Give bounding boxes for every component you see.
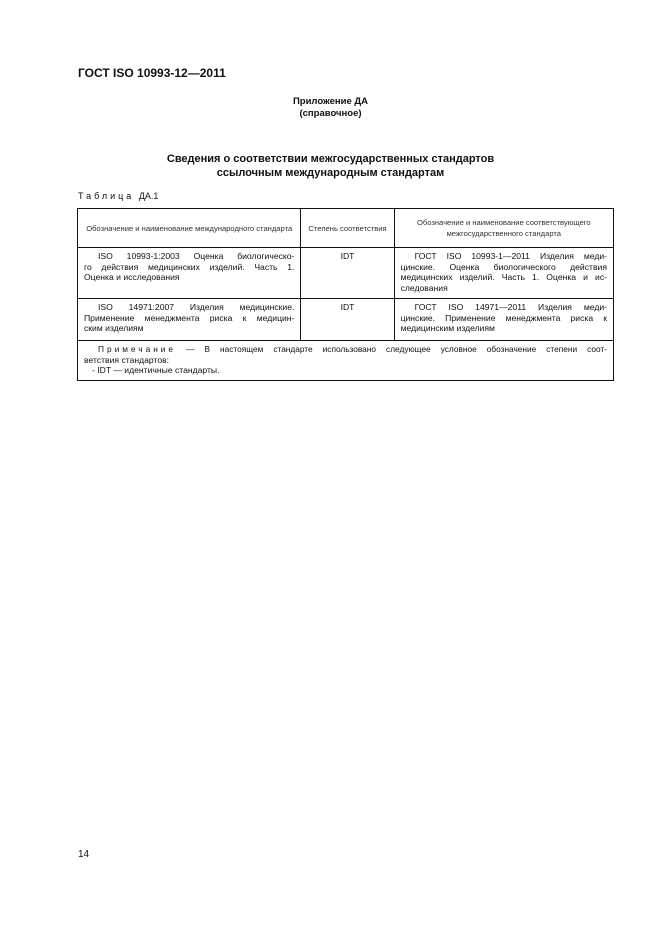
annex-subtitle: (справочное) xyxy=(299,108,362,119)
column-header: Обозначение и наименование соответствующего межгосударственного стандарта xyxy=(394,209,613,248)
cell-line: ГОСТ ISO 14971—2011 Изделия меди- xyxy=(414,302,607,312)
table-row xyxy=(78,299,614,341)
table-header-row xyxy=(78,209,614,248)
interstate-standard-cell xyxy=(394,248,613,299)
table-note-row xyxy=(78,341,614,381)
cell-line: ISO 14971:2007 Изделия медицинские. xyxy=(98,302,295,312)
annex-heading xyxy=(0,96,661,120)
cell-line: Применение менеджмента риска к медицин- xyxy=(84,312,295,323)
cell-line: ISO 10993-1:2003 Оценка биологическо- xyxy=(98,251,295,261)
note-item: - IDT — идентичные стандарты. xyxy=(92,365,220,375)
international-standard-cell xyxy=(78,299,301,341)
title-line: Сведения о соответствии межгосударственных стандартов xyxy=(166,153,495,165)
page-number: 14 xyxy=(78,849,90,860)
cell-line: медицинским изделиям xyxy=(400,323,495,333)
cell-line: следования xyxy=(400,282,448,293)
cell-line: Оценка и исследования xyxy=(84,272,180,282)
note-line xyxy=(84,344,607,355)
cell-line: цинские. Применение менеджмента риска к xyxy=(400,312,607,323)
correspondence-table xyxy=(77,208,614,381)
cell-line: ГОСТ ISO 10993-1—2011 Изделия меди- xyxy=(414,251,607,261)
column-header: Степень соответствия xyxy=(301,209,394,248)
table-row xyxy=(78,248,614,299)
annex-title: Приложение ДА xyxy=(292,96,369,107)
table-note xyxy=(78,341,614,381)
table-caption xyxy=(78,191,158,201)
section-title xyxy=(0,152,661,180)
degree-cell: IDT xyxy=(301,299,394,341)
interstate-standard-cell xyxy=(394,299,613,341)
cell-line: го действия медицинских изделий. Часть 1. xyxy=(84,261,295,272)
note-label: Примечание xyxy=(98,344,177,354)
cell-line: ским изделиям xyxy=(84,323,144,333)
column-header: Обозначение и наименование международного стандарта xyxy=(78,209,301,248)
international-standard-cell xyxy=(78,248,301,299)
table-caption-number: ДА.1 xyxy=(138,191,159,201)
note-line: ветствия стандартов: xyxy=(84,354,170,365)
cell-line: цинские. Оценка биологического действия xyxy=(400,261,607,272)
document-code: ГОСТ ISO 10993-12—2011 xyxy=(78,66,226,80)
cell-line: медицинских изделий. Часть 1. Оценка и ис- xyxy=(400,272,607,282)
note-text: — В настоящем стандарте использовано следующее условное обозначение степени соот- xyxy=(176,344,607,354)
title-line: ссылочным международным стандартам xyxy=(216,167,445,179)
degree-cell: IDT xyxy=(301,248,394,299)
table-caption-label: Таблица xyxy=(78,191,135,201)
